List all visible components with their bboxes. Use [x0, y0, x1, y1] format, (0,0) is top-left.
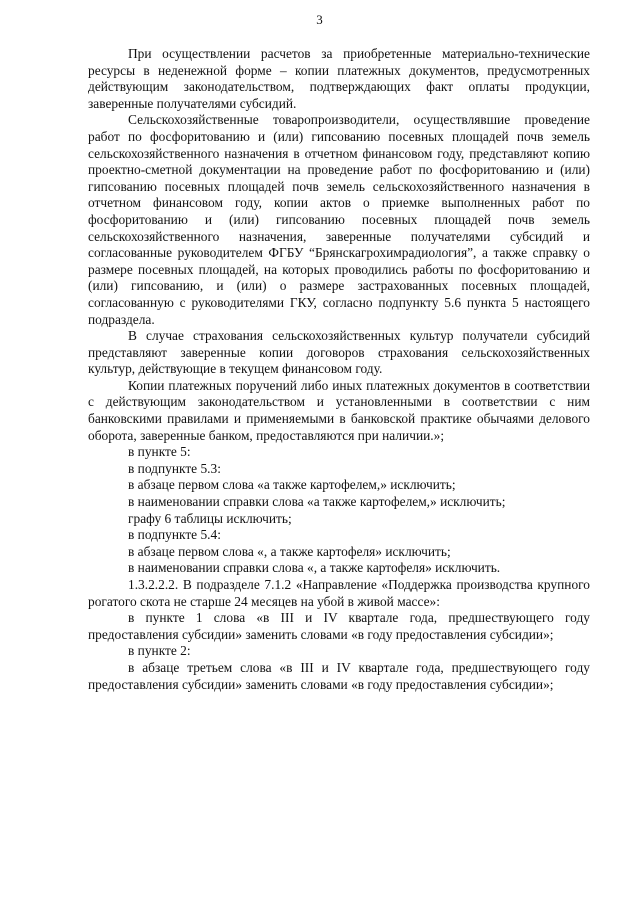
- paragraph: Копии платежных поручений либо иных платежных документов в соответствии с действующим законодательством и установленными в соответствии с ним банковскими правилами и применяемыми в банковской практике обычаями делового оборота, заверенные банком, предоставляются при наличии.»;: [88, 377, 590, 443]
- paragraph: в пункте 1 слова «в III и IV квартале года, предшествующего году предоставления субсидии» заменить словами «в году предоставления субсидии»;: [88, 610, 590, 642]
- paragraph: в абзаце третьем слова «в III и IV квартале года, предшествующего году предоставления субсидии» заменить словами «в году предоставления субсидии»;: [88, 659, 590, 692]
- paragraph: графу 6 таблицы исключить;: [128, 510, 292, 526]
- paragraph: В случае страхования сельскохозяйственных культур получатели субсидий представляют заверенные копии договоров страхования сельскохозяйственных культур, действующие в текущем финансовом году.: [88, 328, 590, 377]
- paragraph: в пункте 5:: [128, 444, 191, 460]
- paragraph: в абзаце первом слова «, а также картофеля» исключить;: [128, 543, 451, 559]
- paragraph: Сельскохозяйственные товаропроизводители, осуществлявшие проведение работ по фосфоритованию и (или) гипсованию посевных площадей почв земель сельскохозяйственного назначения в отчетном финансовом году, представляют копию проектно-сметной документации на проведение работ по фосфоритованию и (или) гипсованию посевных площадей почв земель сельскохозяйственного назначения в отчетном финансовом году, копии актов о приемке выполненных работ по фосфоритованию и (или) гипсованию посевных площадей почв земель сельскохозяйственного назначения, заверенные получателями субсидий и согласованные руководителем ФГБУ “Брянскагрохимрадиология”, а также справку о размере посевных площадей, на которых проводились работы по фосфоритованию и (или) гипсованию, и (или) о размере застрахованных посевных площадей, согласованную с руководителями ГКУ, согласно подпункту 5.6 пункта 5 настоящего подраздела.: [88, 112, 590, 327]
- paragraph: в абзаце первом слова «а также картофелем,» исключить;: [128, 477, 456, 493]
- paragraph: в подпункте 5.3:: [128, 460, 221, 476]
- paragraph: в наименовании справки слова «, а также картофеля» исключить.: [128, 560, 501, 576]
- document-body: [88, 46, 590, 693]
- paragraph: в наименовании справки слова «а также картофелем,» исключить;: [128, 494, 506, 510]
- paragraph: в подпункте 5.4:: [128, 527, 221, 543]
- paragraph: При осуществлении расчетов за приобретенные материально-технические ресурсы в неденежной форме – копии платежных документов, предусмотренных действующим законодательством, подтверждающих факт оплаты продукции, заверенные получателями субсидий.: [88, 46, 590, 111]
- paragraph: 1.3.2.2.2. В подразделе 7.1.2 «Направление «Поддержка производства крупного рогатого скота не старше 24 месяцев на убой в живой массе»:: [88, 577, 590, 609]
- page-number: 3: [316, 12, 323, 27]
- paragraph: в пункте 2:: [128, 643, 191, 659]
